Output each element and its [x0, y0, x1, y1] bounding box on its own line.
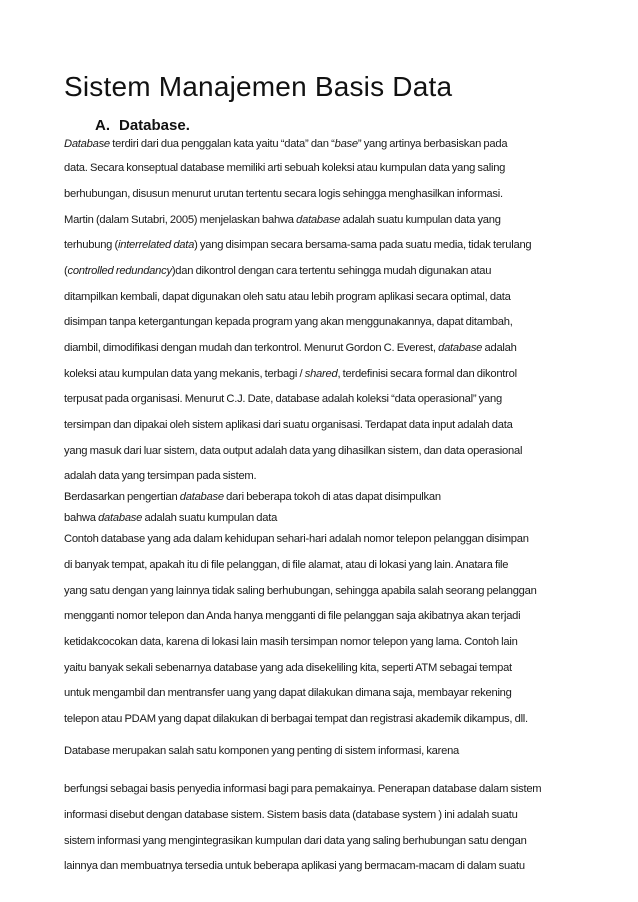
- text-segment: ditampilkan kembali, dapat digunakan oleh satu atau lebih program aplikasi secara optimal, data: [64, 291, 511, 303]
- text-line: [64, 533, 529, 545]
- text-line: [64, 610, 520, 622]
- text-line: [64, 713, 528, 725]
- text-segment: untuk mengambil dan mentransfer uang yang dapat dilakukan dimana saja, membayar rekening: [64, 687, 512, 699]
- text-line: [64, 162, 505, 174]
- text-line: [64, 491, 441, 503]
- text-segment: Contoh database yang ada dalam kehidupan sehari-hari adalah nomor telepon pelanggan disimpan: [64, 533, 529, 545]
- section-number: A.: [95, 117, 110, 134]
- text-line: [64, 662, 512, 674]
- text-line: [64, 138, 507, 150]
- text-segment: )dan dikontrol dengan cara tertentu sehingga mudah digunakan atau: [171, 265, 492, 277]
- text-line: [64, 265, 491, 277]
- text-segment: adalah: [482, 342, 517, 354]
- text-line: [64, 745, 459, 757]
- italic-term: controlled redundancy: [67, 265, 172, 277]
- text-segment: , terdefinisi secara formal dan dikontrol: [337, 368, 517, 380]
- text-line: [64, 342, 517, 354]
- text-segment: informasi disebut dengan database sistem. Sistem basis data (database system ) ini adalah suatu: [64, 809, 518, 821]
- text-segment: berfungsi sebagai basis penyedia informasi bagi para pemakainya. Penerapan database dalam sistem: [64, 783, 542, 795]
- text-segment: Database merupakan salah satu komponen yang penting di sistem informasi, karena: [64, 745, 460, 757]
- text-segment: yang masuk dari luar sistem, data output adalah data yang dihasilkan sistem, dan data operasional: [64, 445, 523, 457]
- text-segment: telepon atau PDAM yang dapat dilakukan di berbagai tempat dan registrasi akademik dikampus, dll.: [64, 713, 528, 725]
- text-segment: terdiri dari dua penggalan kata yaitu “data” dan “: [109, 138, 335, 150]
- text-line: [64, 687, 512, 699]
- text-segment: koleksi atau kumpulan data yang mekanis, terbagi /: [64, 368, 305, 380]
- italic-term: database: [179, 491, 224, 503]
- text-line: [64, 512, 277, 524]
- text-line: [64, 559, 508, 571]
- page-title: Sistem Manajemen Basis Data: [64, 71, 453, 102]
- text-segment: terpusat pada organisasi. Menurut C.J. Date, database adalah koleksi “data operasional” yang: [64, 393, 502, 405]
- text-segment: bahwa: [64, 512, 99, 524]
- text-segment: (: [64, 265, 68, 277]
- text-segment: terhubung (: [64, 239, 118, 251]
- text-segment: adalah data yang tersimpan pada sistem.: [64, 470, 257, 482]
- text-line: [64, 585, 537, 597]
- italic-term: interrelated data: [117, 239, 195, 251]
- section-label: Database.: [119, 117, 190, 134]
- text-segment: disimpan tanpa ketergantungan kepada program yang akan menggunakannya, dapat ditambah,: [64, 316, 513, 328]
- text-line: [64, 470, 256, 482]
- italic-term: shared: [304, 368, 338, 380]
- text-segment: ” yang artinya berbasiskan pada: [357, 138, 508, 150]
- section-heading: [95, 117, 190, 134]
- text-segment: ketidakcocokan data, karena di lokasi lain masih tersimpan nomor telepon yang lama. Contoh lain: [64, 636, 518, 648]
- text-segment: dari beberapa tokoh di atas dapat disimpulkan: [223, 491, 441, 503]
- text-line: [64, 419, 513, 431]
- text-segment: adalah suatu kumpulan data: [142, 512, 278, 524]
- text-line: [64, 809, 518, 821]
- text-segment: yang satu dengan yang lainnya tidak saling berhubungan, sehingga apabila salah seorang pelanggan: [64, 585, 537, 597]
- text-segment: diambil, dimodifikasi dengan mudah dan terkontrol. Menurut Gordon C. Everest,: [64, 342, 439, 354]
- text-line: [64, 393, 502, 405]
- text-segment: ) yang disimpan secara bersama-sama pada suatu media, tidak terulang: [194, 239, 532, 251]
- text-segment: yaitu banyak sekali sebenarnya database yang ada disekeliling kita, seperti ATM sebagai tempat: [64, 662, 512, 674]
- text-segment: lainnya dan membuatnya tersedia untuk beberapa aplikasi yang bermacam-macam di dalam suatu: [64, 860, 525, 872]
- italic-term: Database: [64, 138, 110, 150]
- text-line: [64, 783, 541, 795]
- italic-term: database: [98, 512, 143, 524]
- text-segment: data. Secara konseptual database memiliki arti sebuah koleksi atau kumpulan data yang saling: [64, 162, 506, 174]
- text-segment: di banyak tempat, apakah itu di file pelanggan, di file alamat, atau di lokasi yang lain. Anatara file: [64, 559, 509, 571]
- text-segment: Berdasarkan pengertian: [64, 491, 180, 503]
- text-line: [64, 636, 518, 648]
- text-line: [64, 239, 531, 251]
- text-line: [64, 291, 511, 303]
- text-line: [64, 445, 522, 457]
- italic-term: base: [334, 138, 358, 150]
- text-segment: adalah suatu kumpulan data yang: [340, 214, 501, 226]
- text-line: [64, 214, 501, 226]
- text-line: [64, 188, 503, 200]
- text-line: [64, 860, 525, 872]
- text-segment: mengganti nomor telepon dan Anda hanya mengganti di file pelanggan saja akibatnya akan terjadi: [64, 610, 521, 622]
- text-line: [64, 316, 513, 328]
- italic-term: database: [296, 214, 341, 226]
- italic-term: database: [438, 342, 483, 354]
- text-segment: sistem informasi yang mengintegrasikan kumpulan dari data yang saling berhubungan satu dengan: [64, 835, 527, 847]
- text-segment: Martin (dalam Sutabri, 2005) menjelaskan bahwa: [64, 214, 297, 226]
- text-line: [64, 835, 527, 847]
- text-segment: tersimpan dan dipakai oleh sistem aplikasi dari suatu organisasi. Terdapat data input adalah data: [64, 419, 513, 431]
- text-line: [64, 368, 517, 380]
- text-segment: berhubungan, disusun menurut urutan tertentu secara logis sehingga menghasilkan informasi.: [64, 188, 503, 200]
